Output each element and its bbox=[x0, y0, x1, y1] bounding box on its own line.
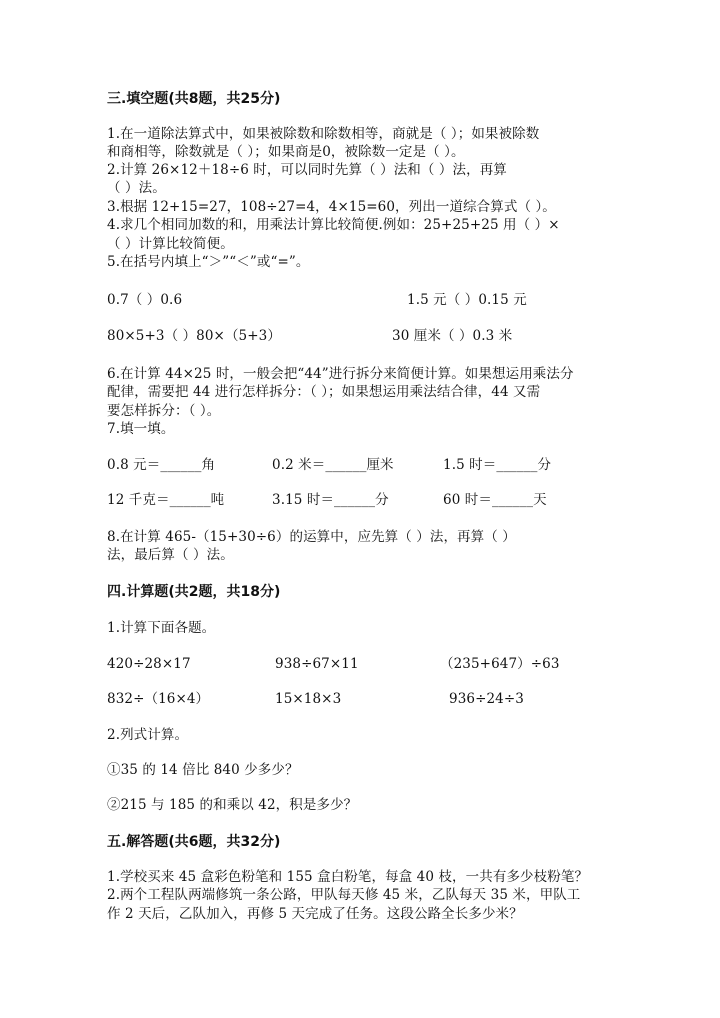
s4-calc-1: 420÷28×17 bbox=[107, 656, 191, 672]
s3-q7-item-b2: 3.15 时＝______分 bbox=[272, 492, 389, 508]
s3-q7-item-b3: 60 时＝______天 bbox=[443, 492, 547, 508]
s3-q5: 5.在括号内填上“＞”“＜”或“=”。 bbox=[107, 254, 310, 270]
s4-calc-2: 938÷67×11 bbox=[275, 656, 359, 672]
s4-calc-4: 832÷（16×4） bbox=[107, 691, 210, 707]
s4-calc-3: （235+647）÷63 bbox=[440, 656, 560, 672]
s3-q1-line1: 1.在一道除法算式中，如果被除数和除数相等，商就是（ ）；如果被除数 bbox=[107, 126, 540, 142]
s4-problem-1: ①35 的 14 倍比 840 少多少？ bbox=[107, 762, 299, 778]
s3-q6-line2: 配律，需要把 44 进行怎样拆分：（ ）；如果想运用乘法结合律，44 又需 bbox=[107, 384, 541, 400]
s3-q5-item-a2: 1.5 元（ ）0.15 元 bbox=[407, 292, 527, 308]
s5-q2-line1: 2.两个工程队两端修筑一条公路，甲队每天修 45 米，乙队每天 35 米，甲队工 bbox=[107, 887, 581, 903]
s3-q7-item-a1: 0.8 元＝______角 bbox=[107, 457, 216, 473]
s4-q1: 1.计算下面各题。 bbox=[107, 620, 216, 636]
s4-calc-6: 936÷24÷3 bbox=[449, 691, 524, 707]
s4-problem-2: ②215 与 185 的和乘以 42，积是多少？ bbox=[107, 797, 358, 813]
s3-q8-line1: 8.在计算 465-（15+30÷6）的运算中，应先算（ ）法，再算（ ） bbox=[107, 529, 516, 545]
s3-q7-item-a2: 0.2 米＝______厘米 bbox=[272, 457, 394, 473]
s4-calc-5: 15×18×3 bbox=[275, 691, 342, 707]
s3-q4-line1: 4.求几个相同加数的和，用乘法计算比较简便.例如：25+25+25 用（ ）× bbox=[107, 217, 560, 233]
s3-q7: 7.填一填。 bbox=[107, 421, 175, 437]
s3-q6-line1: 6.在计算 44×25 时，一般会把“44”进行拆分来简便计算。如果想运用乘法分 bbox=[107, 366, 574, 382]
section-5-title: 五.解答题(共6题，共32分) bbox=[107, 834, 281, 850]
s3-q6-line3: 要怎样拆分：（ ）。 bbox=[107, 403, 221, 419]
s3-q1-line2: 和商相等，除数就是（ ）；如果商是0，被除数一定是（ ）。 bbox=[107, 144, 465, 160]
section-4-title: 四.计算题(共2题，共18分) bbox=[107, 584, 281, 600]
s3-q5-item-a1: 0.7（ ）0.6 bbox=[107, 292, 183, 308]
section-3-title: 三.填空题(共8题，共25分) bbox=[107, 91, 281, 107]
s3-q8-line2: 法，最后算（ ）法。 bbox=[107, 547, 234, 563]
s3-q5-item-b2: 30 厘米（ ）0.3 米 bbox=[392, 328, 513, 344]
s5-q1: 1.学校买来 45 盒彩色粉笔和 155 盒白粉笔，每盒 40 枝，一共有多少枝粉笔？ bbox=[107, 869, 589, 885]
s3-q7-item-b1: 12 千克＝______吨 bbox=[107, 492, 225, 508]
s3-q2-line1: 2.计算 26×12＋18÷6 时，可以同时先算（ ）法和（ ）法，再算 bbox=[107, 162, 507, 178]
s4-q2: 2.列式计算。 bbox=[107, 727, 189, 743]
s3-q2-line2: （ ）法。 bbox=[107, 180, 166, 196]
s3-q4-line2: （ ）计算比较简便。 bbox=[107, 236, 234, 252]
s3-q7-item-a3: 1.5 时＝______分 bbox=[443, 457, 552, 473]
s3-q3: 3.根据 12+15=27，108÷27=4，4×15=60，列出一道综合算式（ ）。 bbox=[107, 199, 556, 215]
s3-q5-item-b1: 80×5+3（ ）80×（5+3） bbox=[107, 328, 281, 344]
s5-q2-line2: 作 2 天后，乙队加入，再修 5 天完成了任务。这段公路全长多少米？ bbox=[107, 906, 523, 922]
